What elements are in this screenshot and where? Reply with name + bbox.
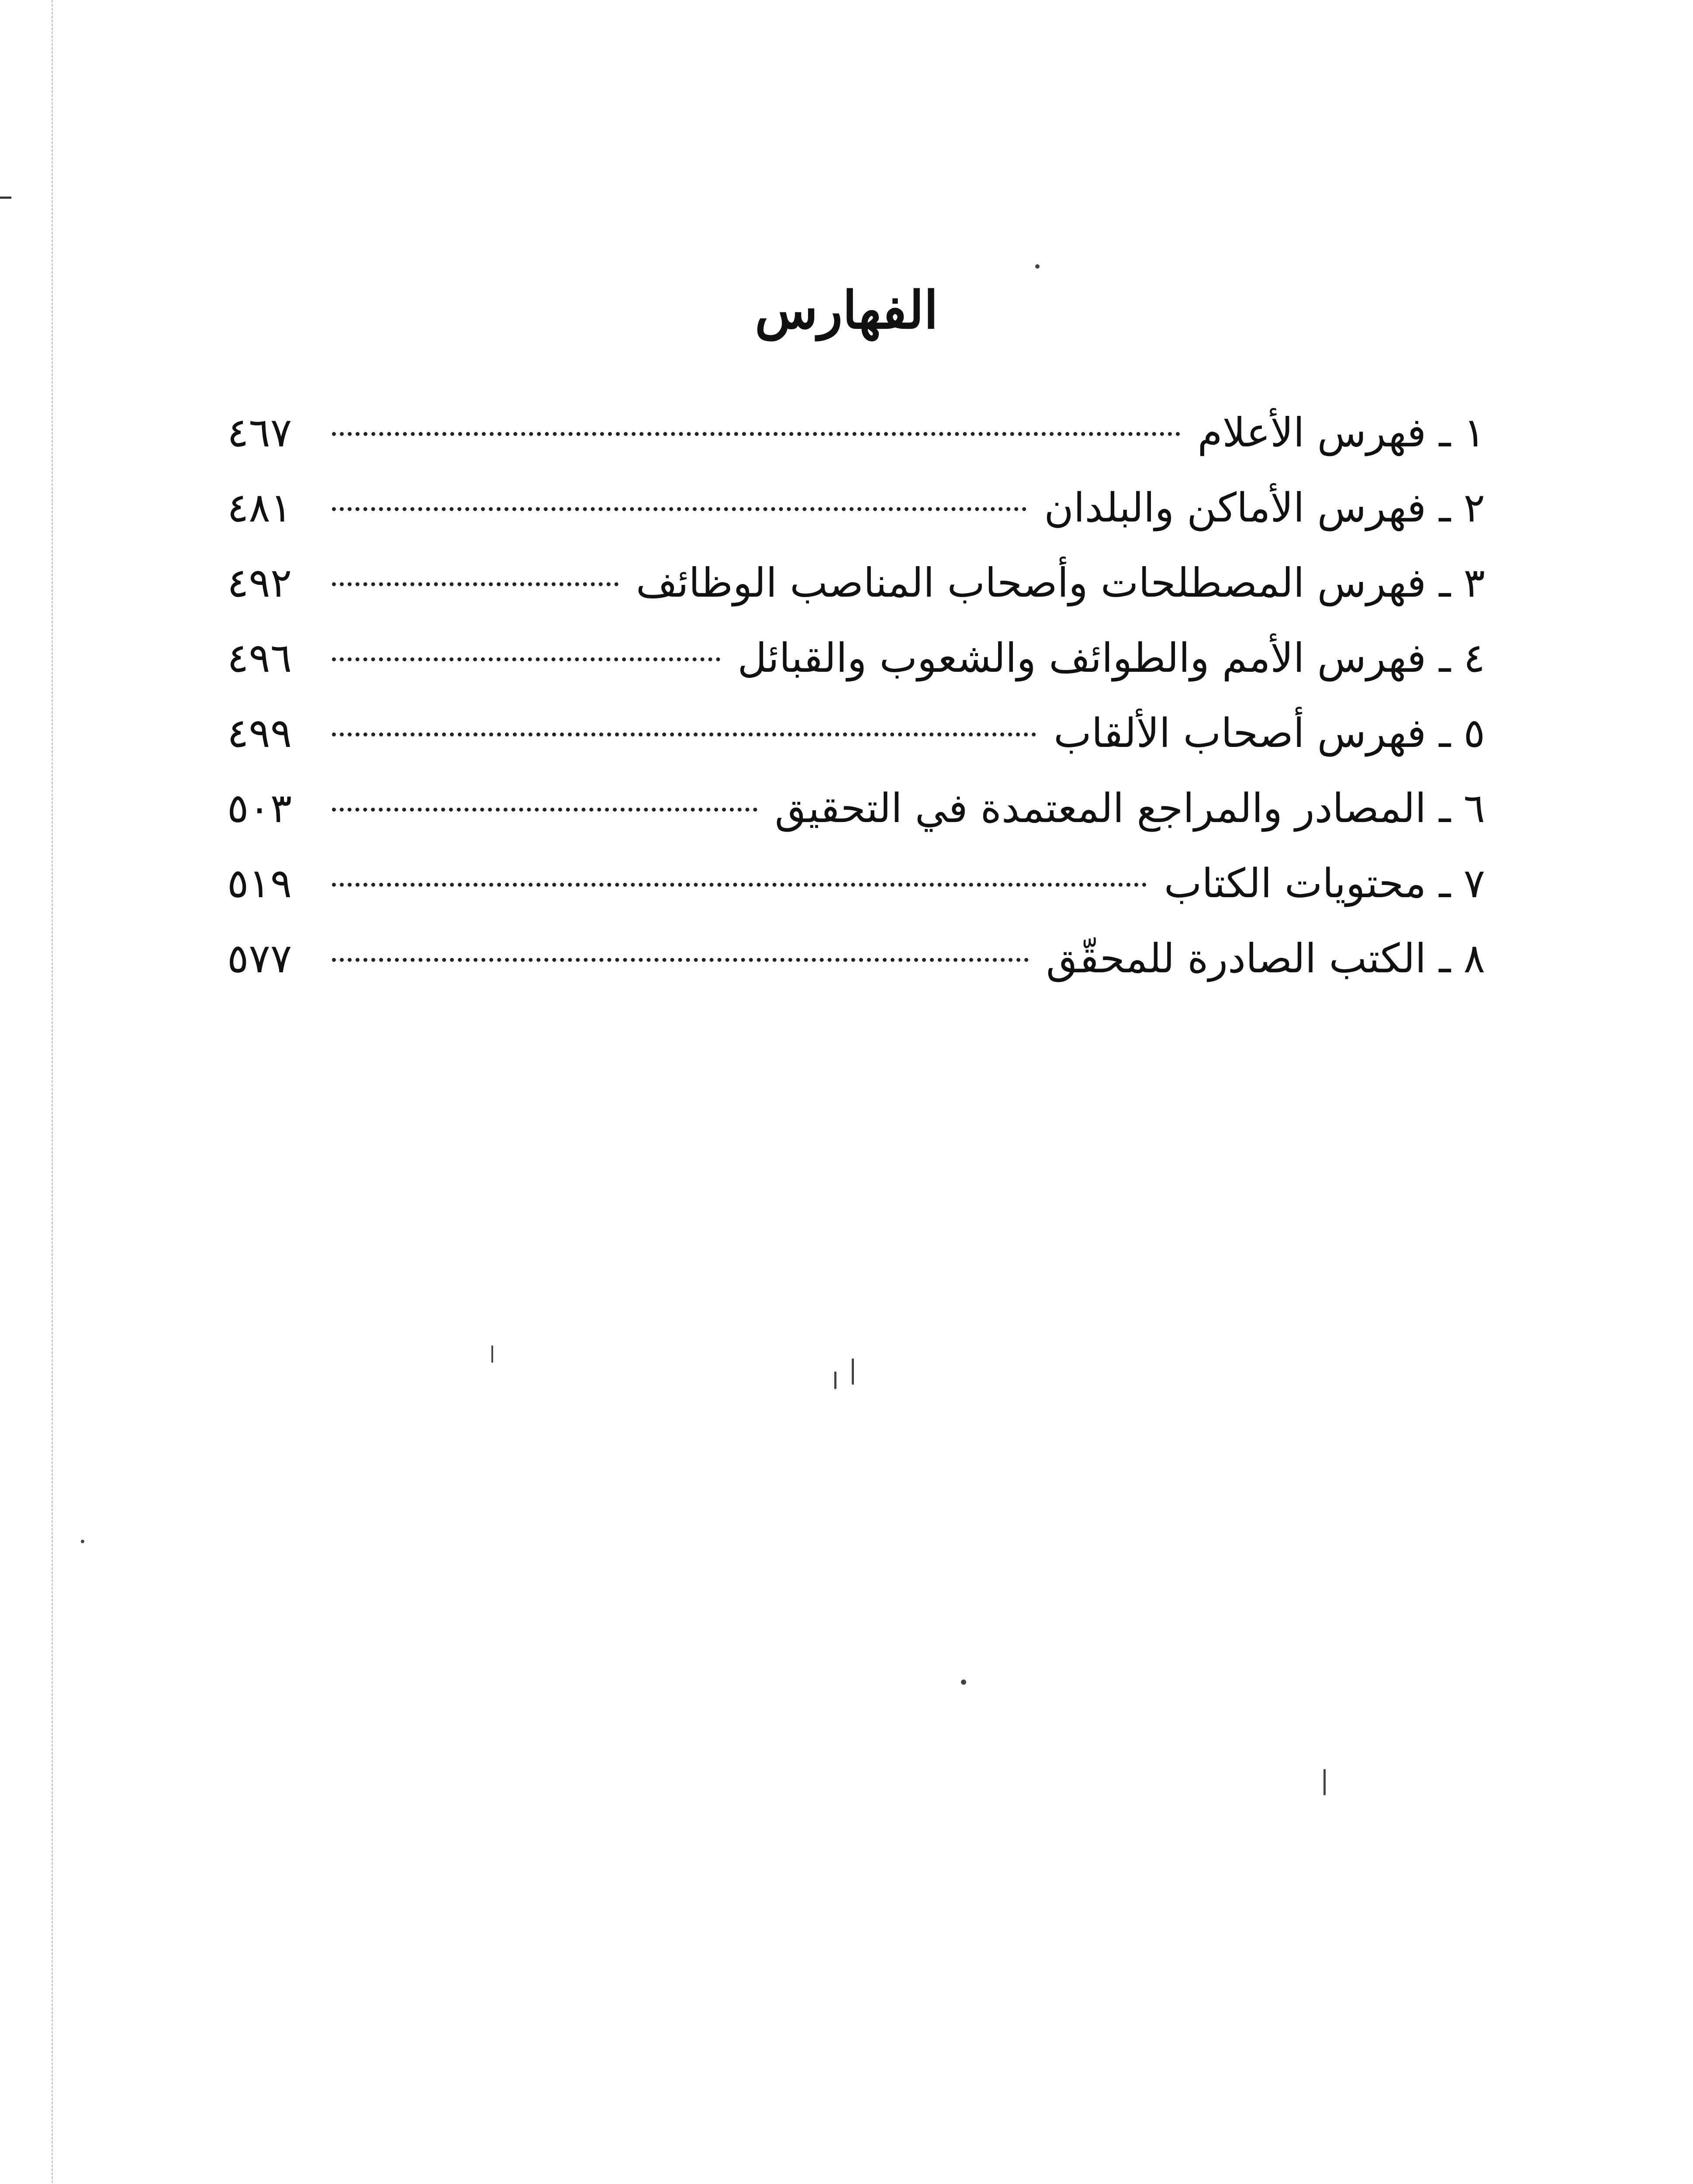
toc-entry[interactable] xyxy=(227,621,1485,696)
toc-entry-page: ٤٩٦ xyxy=(227,635,292,681)
toc-entry[interactable] xyxy=(227,846,1485,921)
scan-speck xyxy=(852,1358,854,1385)
toc-entry-label: ٨ ـ الكتب الصادرة للمحقّق xyxy=(1046,935,1485,982)
toc-entry-page: ٥٧٧ xyxy=(227,935,292,982)
scan-speck xyxy=(834,1372,836,1389)
toc-entry-page: ٤٨١ xyxy=(227,484,292,531)
toc-entry[interactable] xyxy=(227,470,1485,546)
toc-entry-label: ٧ ـ محتويات الكتاب xyxy=(1164,860,1485,907)
dot-leader xyxy=(332,507,1026,511)
margin-tick-mark xyxy=(0,197,11,199)
toc-entry-page: ٥١٩ xyxy=(227,860,292,907)
scan-speck xyxy=(1035,264,1040,269)
toc-entry[interactable] xyxy=(227,771,1485,846)
dot-leader xyxy=(332,582,618,586)
toc-entry[interactable] xyxy=(227,696,1485,771)
dot-leader xyxy=(332,432,1180,436)
toc-entry-page: ٤٦٧ xyxy=(227,409,292,456)
toc-entry-label: ٣ ـ فهرس المصطلحات وأصحاب المناصب الوظائف xyxy=(636,560,1485,606)
toc-entry-label: ٥ ـ فهرس أصحاب الألقاب xyxy=(1054,710,1485,757)
dot-leader xyxy=(332,808,757,812)
toc-entry-page: ٤٩٢ xyxy=(227,560,292,606)
toc-entry-label: ١ ـ فهرس الأعلام xyxy=(1197,409,1485,456)
dot-leader xyxy=(332,733,1036,736)
scan-speck xyxy=(1323,1769,1326,1795)
toc-entry-page: ٤٩٩ xyxy=(227,710,292,757)
dot-leader xyxy=(332,958,1029,962)
scan-speck xyxy=(961,1679,966,1685)
toc-entry[interactable] xyxy=(227,395,1485,470)
page-title: الفهارس xyxy=(755,280,938,341)
toc-entry[interactable] xyxy=(227,921,1485,996)
dot-leader xyxy=(332,657,720,661)
toc-entry-label: ٦ ـ المصادر والمراجع المعتمدة في التحقيق xyxy=(774,785,1485,832)
toc-entry-label: ٢ ـ فهرس الأماكن والبلدان xyxy=(1044,484,1485,531)
scan-speck xyxy=(491,1345,493,1363)
toc-entry-page: ٥٠٣ xyxy=(227,785,292,832)
scan-speck xyxy=(81,1540,84,1543)
dot-leader xyxy=(332,883,1147,887)
toc-entry[interactable] xyxy=(227,546,1485,621)
table-of-contents xyxy=(227,395,1485,996)
toc-entry-label: ٤ ـ فهرس الأمم والطوائف والشعوب والقبائل xyxy=(737,635,1485,681)
